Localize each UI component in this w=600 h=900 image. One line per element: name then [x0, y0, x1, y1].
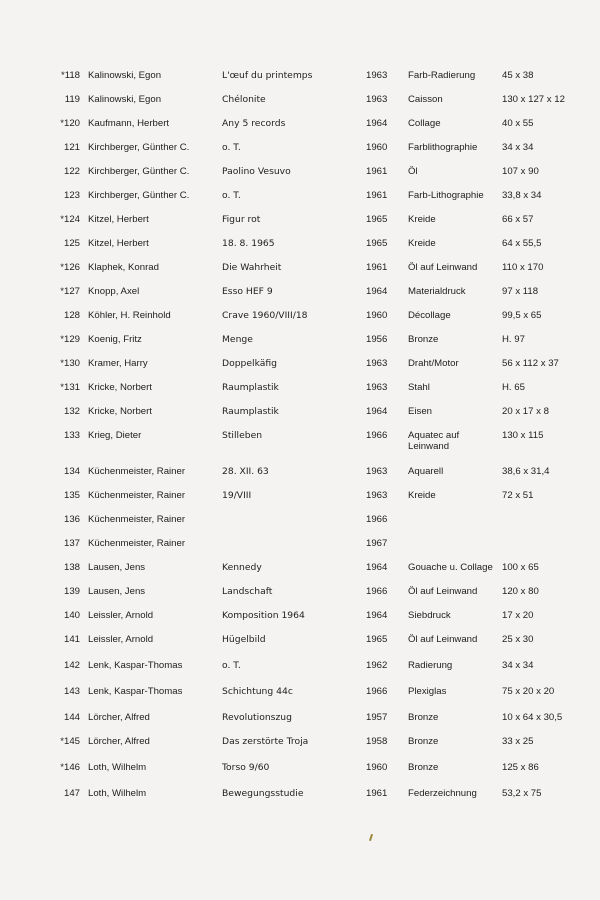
- entry-number: 133: [63, 430, 80, 441]
- artwork-dimensions: 38,6 x 31,4: [502, 466, 550, 477]
- artwork-dimensions: 10 x 64 x 30,5: [502, 712, 563, 723]
- artwork-technique: Plexiglas: [408, 686, 447, 697]
- artwork-title: o. T.: [222, 190, 241, 201]
- artwork-dimensions: 99,5 x 65: [502, 310, 542, 321]
- entry-number: 136: [63, 514, 80, 525]
- artwork-year: 1967: [366, 538, 388, 549]
- artwork-title: Menge: [222, 334, 253, 345]
- artist-name: Küchenmeister, Rainer: [88, 466, 186, 477]
- catalog-entry: [0, 238, 600, 260]
- artwork-dimensions: 34 x 34: [502, 142, 534, 153]
- artwork-year: 1963: [366, 490, 388, 501]
- artwork-year: 1964: [366, 562, 388, 573]
- artist-name: Loth, Wilhelm: [88, 762, 147, 773]
- artwork-dimensions: 33 x 25: [502, 736, 534, 747]
- catalog-entry: [0, 382, 600, 404]
- artwork-dimensions: 66 x 57: [502, 214, 534, 225]
- artwork-title: Komposition 1964: [222, 610, 305, 621]
- catalog-entry: [0, 514, 600, 536]
- artwork-year: 1964: [366, 610, 388, 621]
- artwork-technique: Aquarell: [408, 466, 444, 477]
- artwork-year: 1960: [366, 310, 388, 321]
- catalog-entry: [0, 634, 600, 656]
- artwork-technique: Bronze: [408, 736, 439, 747]
- artwork-year: 1961: [366, 262, 388, 273]
- entry-number: 144: [63, 712, 80, 723]
- entry-number: *118: [60, 70, 80, 81]
- artwork-title: Bewegungsstudie: [222, 788, 304, 799]
- artist-name: Leissler, Arnold: [88, 610, 154, 621]
- artwork-year: 1958: [366, 736, 388, 747]
- artwork-technique: Bronze: [408, 712, 439, 723]
- artwork-title: Das zerstörte Troja: [222, 736, 309, 747]
- artist-name: Küchenmeister, Rainer: [88, 490, 186, 501]
- artwork-technique: Kreide: [408, 490, 436, 501]
- artwork-dimensions: 75 x 20 x 20: [502, 686, 555, 697]
- catalog-entry: [0, 538, 600, 560]
- artwork-year: 1966: [366, 430, 388, 441]
- catalog-entry: [0, 262, 600, 284]
- artwork-technique: Bronze: [408, 762, 439, 773]
- artwork-dimensions: H. 97: [502, 334, 525, 345]
- artist-name: Köhler, H. Reinhold: [88, 310, 171, 321]
- artist-name: Küchenmeister, Rainer: [88, 538, 186, 549]
- artwork-year: 1966: [366, 586, 388, 597]
- entry-number: *120: [60, 118, 80, 129]
- artist-name: Kalinowski, Egon: [88, 94, 162, 105]
- artwork-technique: Farblithographie: [408, 142, 478, 153]
- artist-name: Lenk, Kaspar-Thomas: [88, 686, 183, 697]
- artist-name: Klaphek, Konrad: [88, 262, 159, 273]
- artist-name: Lörcher, Alfred: [88, 712, 150, 723]
- artwork-title: Crave 1960/VIII/18: [222, 310, 308, 321]
- artwork-dimensions: 33,8 x 34: [502, 190, 542, 201]
- artwork-technique: Stahl: [408, 382, 430, 393]
- entry-number: 119: [64, 94, 80, 105]
- artist-name: Kricke, Norbert: [88, 406, 152, 417]
- artist-name: Kirchberger, Günther C.: [88, 190, 190, 201]
- artwork-title: o. T.: [222, 142, 241, 153]
- entry-number: *131: [60, 382, 80, 393]
- artwork-year: 1965: [366, 238, 388, 249]
- artist-name: Kalinowski, Egon: [88, 70, 162, 81]
- entry-number: *145: [60, 736, 80, 747]
- artwork-technique: Öl auf Leinwand: [408, 262, 478, 273]
- catalog-entry: [0, 358, 600, 380]
- artwork-year: 1966: [366, 514, 388, 525]
- artwork-year: 1956: [366, 334, 388, 345]
- artwork-technique: Öl: [408, 166, 418, 177]
- catalog-entry: [0, 430, 600, 452]
- artwork-technique: Draht/Motor: [408, 358, 459, 369]
- catalog-entry: [0, 94, 600, 116]
- artwork-technique: Öl auf Leinwand: [408, 634, 478, 645]
- catalog-entry: [0, 190, 600, 212]
- entry-number: 123: [63, 190, 80, 201]
- catalog-entry: [0, 142, 600, 164]
- artwork-year: 1965: [366, 214, 388, 225]
- artist-name: Kitzel, Herbert: [88, 214, 149, 225]
- artwork-year: 1961: [366, 190, 388, 201]
- artwork-technique: Öl auf Leinwand: [408, 586, 478, 597]
- artwork-title: Raumplastik: [222, 406, 279, 417]
- artwork-technique: Farb-Radierung: [408, 70, 476, 81]
- artwork-technique: Kreide: [408, 214, 436, 225]
- catalog-entry: [0, 712, 600, 734]
- artwork-technique: Materialdruck: [408, 286, 466, 297]
- catalog-entry: [0, 118, 600, 140]
- artist-name: Koenig, Fritz: [88, 334, 142, 345]
- artist-name: Kirchberger, Günther C.: [88, 166, 190, 177]
- artwork-year: 1963: [366, 358, 388, 369]
- artwork-title: Paolino Vesuvo: [222, 166, 291, 177]
- artwork-technique: Kreide: [408, 238, 436, 249]
- artwork-dimensions: 130 x 115: [502, 430, 544, 441]
- artwork-year: 1964: [366, 286, 388, 297]
- entry-number: 132: [63, 406, 80, 417]
- artwork-title: Doppelkäfig: [222, 358, 277, 369]
- artwork-dimensions: 120 x 80: [502, 586, 539, 597]
- artwork-title: Hügelbild: [222, 634, 266, 645]
- artist-name: Lausen, Jens: [88, 586, 146, 597]
- artist-name: Lausen, Jens: [88, 562, 146, 573]
- artwork-title: Torso 9/60: [222, 762, 270, 773]
- artwork-dimensions: 130 x 127 x 12: [502, 94, 565, 105]
- entry-number: 147: [63, 788, 80, 799]
- artwork-technique: Farb-Lithographie: [408, 190, 484, 201]
- artwork-title: o. T.: [222, 660, 241, 671]
- entry-number: 143: [63, 686, 80, 697]
- artwork-year: 1963: [366, 94, 388, 105]
- artwork-dimensions: 110 x 170: [502, 262, 544, 273]
- artwork-year: 1960: [366, 762, 388, 773]
- artwork-year: 1957: [366, 712, 388, 723]
- catalog-entry: [0, 586, 600, 608]
- entry-number: 137: [63, 538, 80, 549]
- catalog-entry: [0, 286, 600, 308]
- artist-name: Kirchberger, Günther C.: [88, 142, 190, 153]
- entry-number: 134: [63, 466, 80, 477]
- catalog-entry: [0, 762, 600, 784]
- artwork-dimensions: 125 x 86: [502, 762, 539, 773]
- entry-number: 128: [63, 310, 80, 321]
- artwork-technique: Caisson: [408, 94, 443, 105]
- artwork-dimensions: 107 x 90: [502, 166, 539, 177]
- artwork-year: 1961: [366, 788, 388, 799]
- entry-number: *126: [60, 262, 80, 273]
- artwork-year: 1963: [366, 382, 388, 393]
- artwork-title: Figur rot: [222, 214, 261, 225]
- artwork-technique: Collage: [408, 118, 441, 129]
- catalog-entry: [0, 166, 600, 188]
- artwork-dimensions: 17 x 20: [502, 610, 534, 621]
- artwork-title: Die Wahrheit: [222, 262, 282, 273]
- artwork-title: L'œuf du printemps: [222, 70, 313, 81]
- artwork-year: 1966: [366, 686, 388, 697]
- artist-name: Lenk, Kaspar-Thomas: [88, 660, 183, 671]
- artwork-technique: Bronze: [408, 334, 439, 345]
- artwork-technique: Eisen: [408, 406, 432, 417]
- artist-name: Krieg, Dieter: [88, 430, 142, 441]
- artwork-title: Any 5 records: [222, 118, 286, 129]
- artwork-year: 1964: [366, 118, 388, 129]
- entry-number: 125: [63, 238, 80, 249]
- catalog-entry: [0, 70, 600, 92]
- artist-name: Kaufmann, Herbert: [88, 118, 170, 129]
- artwork-title: Landschaft: [222, 586, 273, 597]
- artwork-dimensions: 97 x 118: [502, 286, 539, 297]
- artwork-year: 1964: [366, 406, 388, 417]
- artwork-technique: Siebdruck: [408, 610, 451, 621]
- artist-name: Lörcher, Alfred: [88, 736, 150, 747]
- artwork-dimensions: 45 x 38: [502, 70, 534, 81]
- catalog-entry: [0, 660, 600, 682]
- artist-name: Kricke, Norbert: [88, 382, 152, 393]
- entry-number: 121: [63, 142, 80, 153]
- artwork-year: 1962: [366, 660, 388, 671]
- artwork-title: 18. 8. 1965: [222, 238, 275, 249]
- entry-number: *124: [60, 214, 80, 225]
- artwork-dimensions: 40 x 55: [502, 118, 534, 129]
- artist-name: Leissler, Arnold: [88, 634, 154, 645]
- artwork-dimensions: 100 x 65: [502, 562, 539, 573]
- ink-speck: [369, 834, 373, 841]
- artwork-dimensions: 53,2 x 75: [502, 788, 542, 799]
- artwork-title: 19/VIII: [222, 490, 252, 501]
- catalog-entry: [0, 490, 600, 512]
- artwork-title: Esso HEF 9: [222, 286, 273, 297]
- catalog-entry: [0, 736, 600, 758]
- artwork-technique: Décollage: [408, 310, 451, 321]
- artwork-title: 28. XII. 63: [222, 466, 269, 477]
- artwork-dimensions: H. 65: [502, 382, 525, 393]
- artist-name: Küchenmeister, Rainer: [88, 514, 186, 525]
- catalog-entry: [0, 562, 600, 584]
- artwork-title: Kennedy: [222, 562, 262, 573]
- artwork-year: 1960: [366, 142, 388, 153]
- entry-number: *127: [60, 286, 80, 297]
- catalog-entry: [0, 686, 600, 708]
- entry-number: 138: [63, 562, 80, 573]
- catalog-entry: [0, 214, 600, 236]
- artwork-year: 1965: [366, 634, 388, 645]
- catalog-entry: [0, 466, 600, 488]
- artwork-dimensions: 34 x 34: [502, 660, 534, 671]
- entry-number: 122: [63, 166, 80, 177]
- entry-number: 135: [63, 490, 80, 501]
- artist-name: Kitzel, Herbert: [88, 238, 149, 249]
- artwork-dimensions: 56 x 112 x 37: [502, 358, 559, 369]
- artwork-year: 1963: [366, 466, 388, 477]
- artist-name: Kramer, Harry: [88, 358, 148, 369]
- entry-number: *130: [60, 358, 80, 369]
- artwork-dimensions: 25 x 30: [502, 634, 534, 645]
- artwork-technique: Gouache u. Collage: [408, 562, 493, 573]
- entry-number: 139: [63, 586, 80, 597]
- artwork-dimensions: 64 x 55,5: [502, 238, 542, 249]
- artist-name: Knopp, Axel: [88, 286, 140, 297]
- artwork-title: Raumplastik: [222, 382, 279, 393]
- entry-number: 142: [63, 660, 80, 671]
- artwork-technique: Federzeichnung: [408, 788, 477, 799]
- artwork-dimensions: 72 x 51: [502, 490, 534, 501]
- catalog-entry: [0, 310, 600, 332]
- artwork-title: Stilleben: [222, 430, 263, 441]
- artwork-title: Revolutionszug: [222, 712, 292, 723]
- entry-number: 140: [63, 610, 80, 621]
- catalog-entry: [0, 406, 600, 428]
- artwork-dimensions: 20 x 17 x 8: [502, 406, 549, 417]
- entry-number: 141: [63, 634, 80, 645]
- artwork-title: Schichtung 44c: [222, 686, 293, 697]
- artwork-technique: Aquatec auf Leinwand: [408, 430, 460, 452]
- artist-name: Loth, Wilhelm: [88, 788, 147, 799]
- artwork-technique: Radierung: [408, 660, 453, 671]
- artwork-title: Chélonite: [222, 94, 266, 105]
- catalog-entry: [0, 788, 600, 810]
- artwork-year: 1963: [366, 70, 388, 81]
- entry-number: *146: [60, 762, 80, 773]
- entry-number: *129: [60, 334, 80, 345]
- catalog-entry: [0, 334, 600, 356]
- artwork-year: 1961: [366, 166, 388, 177]
- catalog-entry: [0, 610, 600, 632]
